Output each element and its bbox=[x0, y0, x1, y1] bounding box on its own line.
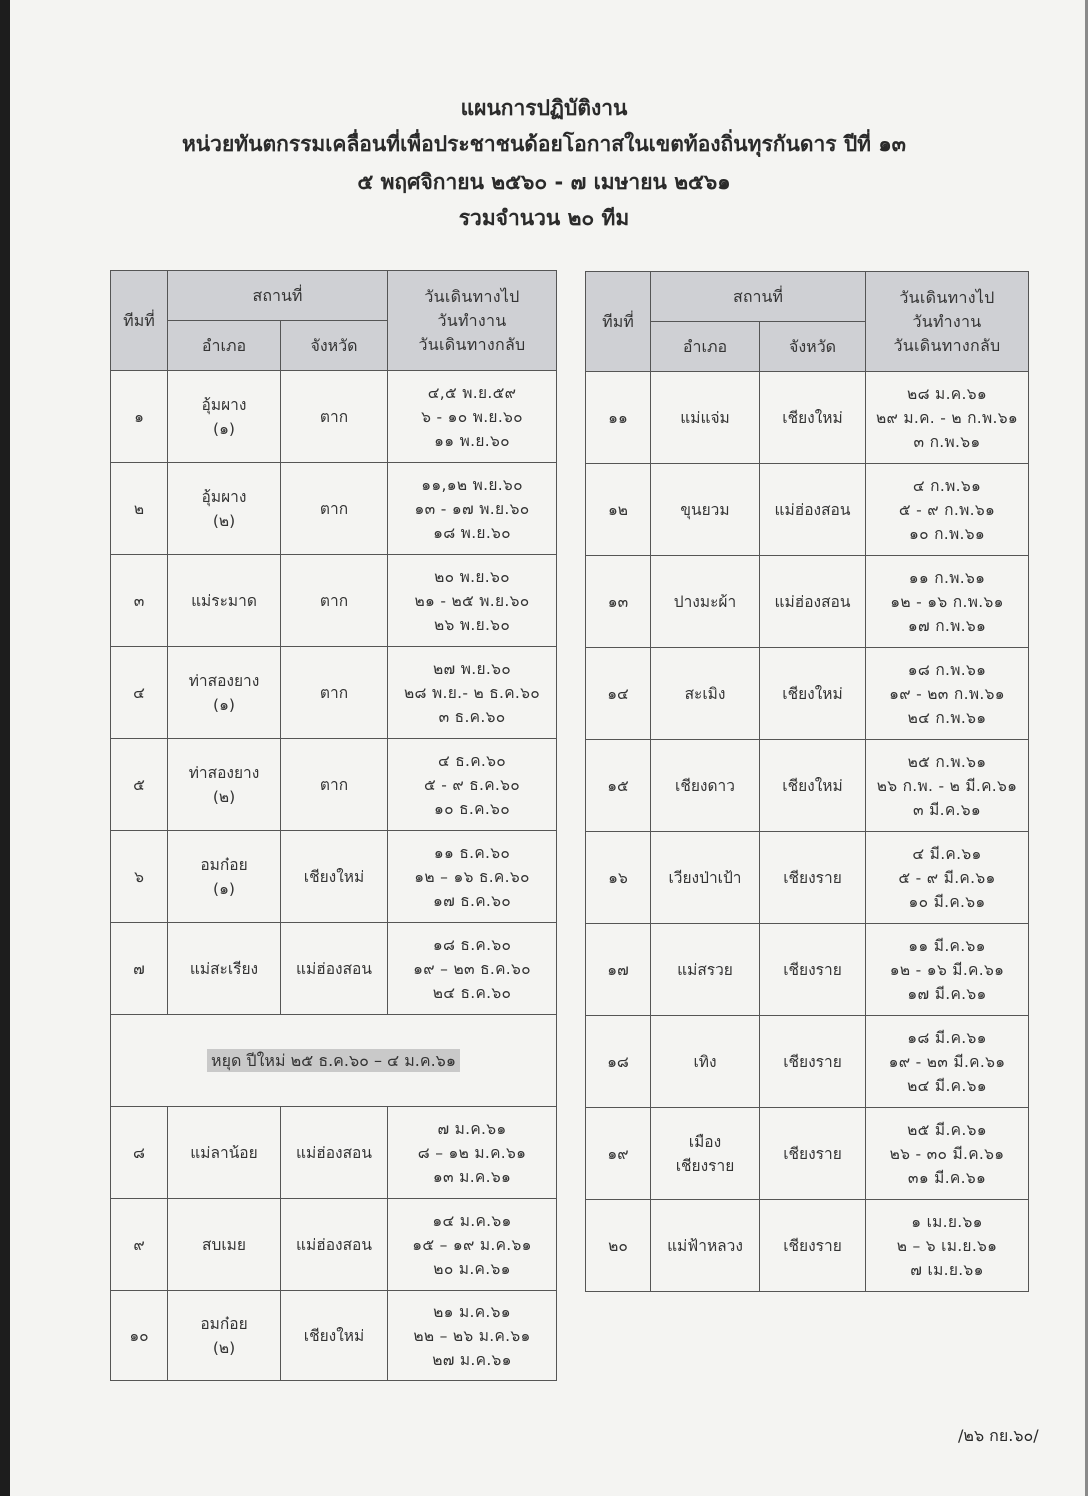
schedule-table-right bbox=[585, 271, 1029, 1292]
document-team-count: รวมจำนวน ๒๐ ทีม bbox=[458, 206, 630, 230]
date-work: ๑๒ - ๑๖ มี.ค.๖๑ bbox=[889, 960, 1005, 979]
dates-cell bbox=[388, 739, 557, 831]
province-name: เชียงใหม่ bbox=[760, 740, 866, 832]
header-date-go: วันเดินทางไป bbox=[899, 287, 995, 307]
dates-cell bbox=[866, 740, 1029, 832]
date-work: ๒๘ พ.ย.- ๒ ธ.ค.๖๐ bbox=[404, 683, 541, 702]
province-name: เชียงใหม่ bbox=[281, 1291, 388, 1381]
team-number: ๒๐ bbox=[586, 1200, 651, 1292]
header-date-work: วันทำงาน bbox=[912, 311, 982, 331]
province-name: ตาก bbox=[281, 647, 388, 739]
date-return: ๗ เม.ย.๖๑ bbox=[910, 1260, 984, 1279]
district-name: อุ้มผาง bbox=[201, 487, 247, 506]
header-province: จังหวัด bbox=[760, 322, 866, 372]
date-return: ๒๔ ธ.ค.๖๐ bbox=[432, 983, 512, 1002]
team-number: ๒ bbox=[111, 463, 168, 555]
header-date-work: วันทำงาน bbox=[437, 310, 507, 330]
header-district: อำเภอ bbox=[651, 322, 760, 372]
dates-cell bbox=[866, 1200, 1029, 1292]
district-name: (๑) bbox=[213, 419, 235, 438]
date-work: ๕ - ๙ ก.พ.๖๑ bbox=[898, 500, 996, 519]
district-name: สะเมิง bbox=[684, 684, 726, 703]
team-number: ๑๘ bbox=[586, 1016, 651, 1108]
district-name: ท่าสองยาง bbox=[188, 671, 260, 690]
province-name: เชียงราย bbox=[760, 924, 866, 1016]
date-work: ๑๒ – ๑๖ ธ.ค.๖๐ bbox=[414, 867, 530, 886]
district-name: เชียงราย bbox=[675, 1156, 735, 1175]
table-row bbox=[111, 1107, 557, 1199]
table-row bbox=[586, 556, 1029, 648]
district-cell bbox=[168, 739, 281, 831]
table-row bbox=[111, 1199, 557, 1291]
table-row bbox=[111, 371, 557, 463]
date-return: ๒๐ ม.ค.๖๑ bbox=[433, 1259, 511, 1278]
date-return: ๑๗ ก.พ.๖๑ bbox=[907, 616, 987, 635]
date-return: ๒๖ พ.ย.๖๐ bbox=[433, 615, 511, 634]
date-go: ๑๑ ก.พ.๖๑ bbox=[908, 568, 986, 587]
district-name: อมก๋อย bbox=[200, 855, 248, 874]
date-return: ๓ ก.พ.๖๑ bbox=[913, 432, 981, 451]
province-name: แม่ฮ่องสอน bbox=[281, 923, 388, 1015]
district-cell bbox=[168, 1107, 281, 1199]
date-work: ๑๒ - ๑๖ ก.พ.๖๑ bbox=[890, 592, 1004, 611]
team-number: ๑๗ bbox=[586, 924, 651, 1016]
district-name: (๒) bbox=[212, 787, 236, 806]
table-row bbox=[586, 648, 1029, 740]
district-cell bbox=[168, 555, 281, 647]
district-name: ขุนยวม bbox=[680, 500, 730, 519]
holiday-note: หยุด ปีใหม่ ๒๕ ธ.ค.๖๐ – ๔ ม.ค.๖๑ bbox=[207, 1049, 460, 1072]
date-work: ๒๖ - ๓๐ มี.ค.๖๑ bbox=[889, 1144, 1005, 1163]
table-row bbox=[111, 555, 557, 647]
date-return: ๑๓ ม.ค.๖๑ bbox=[432, 1167, 512, 1186]
header-province: จังหวัด bbox=[281, 321, 388, 371]
table-row bbox=[586, 924, 1029, 1016]
district-name: ปางมะผ้า bbox=[673, 592, 737, 611]
date-return: ๑๐ ก.พ.๖๑ bbox=[908, 524, 986, 543]
district-name: แม่สะเรียง bbox=[189, 959, 259, 978]
dates-cell bbox=[388, 463, 557, 555]
dates-cell bbox=[866, 648, 1029, 740]
date-work: ๒๒ – ๒๖ ม.ค.๖๑ bbox=[413, 1326, 531, 1345]
date-work: ๘ – ๑๒ ม.ค.๖๑ bbox=[417, 1143, 527, 1162]
province-name: เชียงใหม่ bbox=[281, 831, 388, 923]
district-cell bbox=[651, 556, 760, 648]
dates-cell bbox=[866, 1108, 1029, 1200]
province-name: เชียงใหม่ bbox=[760, 648, 866, 740]
header-dates bbox=[866, 272, 1029, 372]
team-number: ๑๕ bbox=[586, 740, 651, 832]
district-name: แม่ลาน้อย bbox=[190, 1143, 258, 1162]
header-date-return: วันเดินทางกลับ bbox=[893, 335, 1001, 355]
district-name: อุ้มผาง bbox=[201, 395, 247, 414]
date-work: ๑๙ - ๒๓ มี.ค.๖๑ bbox=[888, 1052, 1006, 1071]
document-title: แผนการปฏิบัติงาน bbox=[460, 96, 628, 120]
province-name: แม่ฮ่องสอน bbox=[281, 1199, 388, 1291]
date-return: ๒๔ มี.ค.๖๑ bbox=[907, 1076, 987, 1095]
team-number: ๑๓ bbox=[586, 556, 651, 648]
team-number: ๘ bbox=[111, 1107, 168, 1199]
date-go: ๒๗ พ.ย.๖๐ bbox=[433, 659, 511, 678]
date-go: ๔ มี.ค.๖๑ bbox=[912, 844, 982, 863]
province-name: แม่ฮ่องสอน bbox=[281, 1107, 388, 1199]
team-number: ๑๔ bbox=[586, 648, 651, 740]
province-name: ตาก bbox=[281, 463, 388, 555]
date-return: ๑๘ พ.ย.๖๐ bbox=[433, 523, 511, 542]
table-row bbox=[586, 464, 1029, 556]
district-name: เมือง bbox=[688, 1132, 722, 1151]
province-name: ตาก bbox=[281, 555, 388, 647]
date-work: ๕ - ๙ ธ.ค.๖๐ bbox=[423, 775, 521, 794]
team-number: ๑๒ bbox=[586, 464, 651, 556]
header-district: อำเภอ bbox=[168, 321, 281, 371]
date-return: ๒๗ ม.ค.๖๑ bbox=[432, 1350, 512, 1369]
document-subtitle: หน่วยทันตกรรมเคลื่อนที่เพื่อประชาชนด้อยโอกาสในเขตท้องถิ่นทุรกันดาร ปีที่ ๑๓ bbox=[181, 132, 907, 156]
date-return: ๑๐ มี.ค.๖๑ bbox=[908, 892, 986, 911]
date-go: ๒๘ ม.ค.๖๑ bbox=[907, 384, 987, 403]
table-row bbox=[586, 740, 1029, 832]
date-work: ๒๑ - ๒๕ พ.ย.๖๐ bbox=[414, 591, 530, 610]
team-number: ๓ bbox=[111, 555, 168, 647]
table-row bbox=[586, 1108, 1029, 1200]
table-row bbox=[586, 1200, 1029, 1292]
date-return: ๓ มี.ค.๖๑ bbox=[912, 800, 982, 819]
date-go: ๑๑ ธ.ค.๖๐ bbox=[433, 843, 511, 862]
district-cell bbox=[168, 371, 281, 463]
district-cell bbox=[168, 831, 281, 923]
dates-cell bbox=[388, 923, 557, 1015]
dates-cell bbox=[388, 555, 557, 647]
table-row bbox=[111, 831, 557, 923]
district-cell bbox=[168, 647, 281, 739]
team-number: ๙ bbox=[111, 1199, 168, 1291]
date-return: ๓๑ มี.ค.๖๑ bbox=[907, 1168, 987, 1187]
district-cell bbox=[651, 464, 760, 556]
dates-cell bbox=[866, 1016, 1029, 1108]
dates-cell bbox=[866, 556, 1029, 648]
date-work: ๑๕ – ๑๙ ม.ค.๖๑ bbox=[412, 1235, 532, 1254]
team-number: ๗ bbox=[111, 923, 168, 1015]
holiday-cell bbox=[111, 1015, 557, 1107]
dates-cell bbox=[866, 464, 1029, 556]
dates-cell bbox=[388, 1107, 557, 1199]
date-go: ๑๘ ก.พ.๖๑ bbox=[907, 660, 987, 679]
date-work: ๒๖ ก.พ. - ๒ มี.ค.๖๑ bbox=[876, 776, 1018, 795]
date-go: ๑๑ มี.ค.๖๑ bbox=[908, 936, 986, 955]
date-go: ๑๘ มี.ค.๖๑ bbox=[907, 1028, 987, 1047]
table-row bbox=[586, 1016, 1029, 1108]
header-team: ทีมที่ bbox=[586, 272, 651, 372]
dates-cell bbox=[866, 372, 1029, 464]
district-name: เทิง bbox=[693, 1052, 717, 1071]
district-name: แม่ระมาด bbox=[191, 591, 257, 610]
table-row bbox=[111, 647, 557, 739]
province-name: เชียงราย bbox=[760, 832, 866, 924]
province-name: เชียงราย bbox=[760, 1200, 866, 1292]
header-dates bbox=[388, 271, 557, 371]
date-go: ๑๘ ธ.ค.๖๐ bbox=[432, 935, 512, 954]
date-go: ๑๑,๑๒ พ.ย.๖๐ bbox=[421, 475, 523, 494]
date-go: ๒๕ ก.พ.๖๑ bbox=[907, 752, 987, 771]
district-cell bbox=[651, 924, 760, 1016]
district-name: (๑) bbox=[213, 695, 235, 714]
holiday-row bbox=[111, 1015, 557, 1107]
province-name: เชียงราย bbox=[760, 1108, 866, 1200]
table-row bbox=[111, 463, 557, 555]
district-name: เชียงดาว bbox=[675, 776, 735, 795]
district-name: อมก๋อย bbox=[200, 1314, 248, 1333]
team-number: ๔ bbox=[111, 647, 168, 739]
district-cell bbox=[651, 1200, 760, 1292]
date-return: ๑๐ ธ.ค.๖๐ bbox=[434, 799, 510, 818]
district-cell bbox=[168, 1199, 281, 1291]
dates-cell bbox=[866, 924, 1029, 1016]
table-row bbox=[111, 739, 557, 831]
date-go: ๒๑ ม.ค.๖๑ bbox=[433, 1302, 511, 1321]
footer-date: /๒๖ กย.๖๐/ bbox=[958, 1426, 1039, 1445]
date-work: ๑๓ - ๑๗ พ.ย.๖๐ bbox=[414, 499, 530, 518]
dates-cell bbox=[388, 1291, 557, 1381]
date-return: ๑๗ ธ.ค.๖๐ bbox=[432, 891, 512, 910]
district-cell bbox=[168, 1291, 281, 1381]
date-go: ๒๕ มี.ค.๖๑ bbox=[907, 1120, 987, 1139]
team-number: ๑๐ bbox=[111, 1291, 168, 1381]
province-name: เชียงราย bbox=[760, 1016, 866, 1108]
district-name: สบเมย bbox=[202, 1235, 246, 1254]
date-work: ๖ - ๑๐ พ.ย.๖๐ bbox=[421, 407, 523, 426]
district-cell bbox=[168, 923, 281, 1015]
team-number: ๑๑ bbox=[586, 372, 651, 464]
document-period: ๕ พฤศจิกายน ๒๕๖๐ - ๗ เมษายน ๒๕๖๑ bbox=[357, 170, 731, 194]
header-date-go: วันเดินทางไป bbox=[424, 286, 520, 306]
date-work: ๒ – ๖ เม.ย.๖๑ bbox=[896, 1236, 998, 1255]
district-cell bbox=[168, 463, 281, 555]
date-go: ๔ ธ.ค.๖๐ bbox=[437, 751, 507, 770]
header-team: ทีมที่ bbox=[111, 271, 168, 371]
district-cell bbox=[651, 740, 760, 832]
date-work: ๑๙ - ๒๓ ก.พ.๖๑ bbox=[889, 684, 1005, 703]
date-work: ๑๙ – ๒๓ ธ.ค.๖๐ bbox=[413, 959, 531, 978]
district-name: (๑) bbox=[213, 879, 235, 898]
province-name: แม่ฮ่องสอน bbox=[760, 556, 866, 648]
team-number: ๑๙ bbox=[586, 1108, 651, 1200]
team-number: ๑ bbox=[111, 371, 168, 463]
district-name: ท่าสองยาง bbox=[188, 763, 260, 782]
district-cell bbox=[651, 1016, 760, 1108]
date-go: ๑๔ ม.ค.๖๑ bbox=[432, 1211, 512, 1230]
date-go: ๗ ม.ค.๖๑ bbox=[437, 1119, 507, 1138]
dates-cell bbox=[388, 371, 557, 463]
table-row bbox=[586, 832, 1029, 924]
dates-cell bbox=[388, 831, 557, 923]
district-cell bbox=[651, 648, 760, 740]
header-place: สถานที่ bbox=[651, 272, 866, 322]
province-name: ตาก bbox=[281, 739, 388, 831]
table-row bbox=[111, 1291, 557, 1381]
date-work: ๕ - ๙ มี.ค.๖๑ bbox=[898, 868, 996, 887]
team-number: ๕ bbox=[111, 739, 168, 831]
province-name: แม่ฮ่องสอน bbox=[760, 464, 866, 556]
table-row bbox=[586, 372, 1029, 464]
date-return: ๑๑ พ.ย.๖๐ bbox=[434, 431, 510, 450]
date-go: ๒๐ พ.ย.๖๐ bbox=[434, 567, 510, 586]
province-name: เชียงใหม่ bbox=[760, 372, 866, 464]
date-return: ๓ ธ.ค.๖๐ bbox=[438, 707, 506, 726]
district-name: แม่สรวย bbox=[677, 960, 733, 979]
schedule-table-left bbox=[110, 270, 557, 1381]
district-cell bbox=[651, 832, 760, 924]
district-name: (๒) bbox=[212, 511, 236, 530]
header-date-return: วันเดินทางกลับ bbox=[418, 334, 526, 354]
dates-cell bbox=[866, 832, 1029, 924]
date-go: ๔ ก.พ.๖๑ bbox=[912, 476, 982, 495]
district-cell bbox=[651, 1108, 760, 1200]
date-work: ๒๙ ม.ค. - ๒ ก.พ.๖๑ bbox=[875, 408, 1019, 427]
dates-cell bbox=[388, 647, 557, 739]
district-name: แม่แจ่ม bbox=[680, 408, 730, 427]
district-name: (๒) bbox=[212, 1338, 236, 1357]
province-name: ตาก bbox=[281, 371, 388, 463]
date-go: ๑ เม.ย.๖๑ bbox=[911, 1212, 983, 1231]
district-name: เวียงป่าเป้า bbox=[668, 868, 742, 887]
team-number: ๖ bbox=[111, 831, 168, 923]
date-return: ๒๔ ก.พ.๖๑ bbox=[907, 708, 987, 727]
date-return: ๑๗ มี.ค.๖๑ bbox=[907, 984, 987, 1003]
team-number: ๑๖ bbox=[586, 832, 651, 924]
table-row bbox=[111, 923, 557, 1015]
date-go: ๔,๕ พ.ย.๕๙ bbox=[427, 383, 517, 402]
district-name: แม่ฟ้าหลวง bbox=[667, 1236, 743, 1255]
header-place: สถานที่ bbox=[168, 271, 388, 321]
district-cell bbox=[651, 372, 760, 464]
dates-cell bbox=[388, 1199, 557, 1291]
